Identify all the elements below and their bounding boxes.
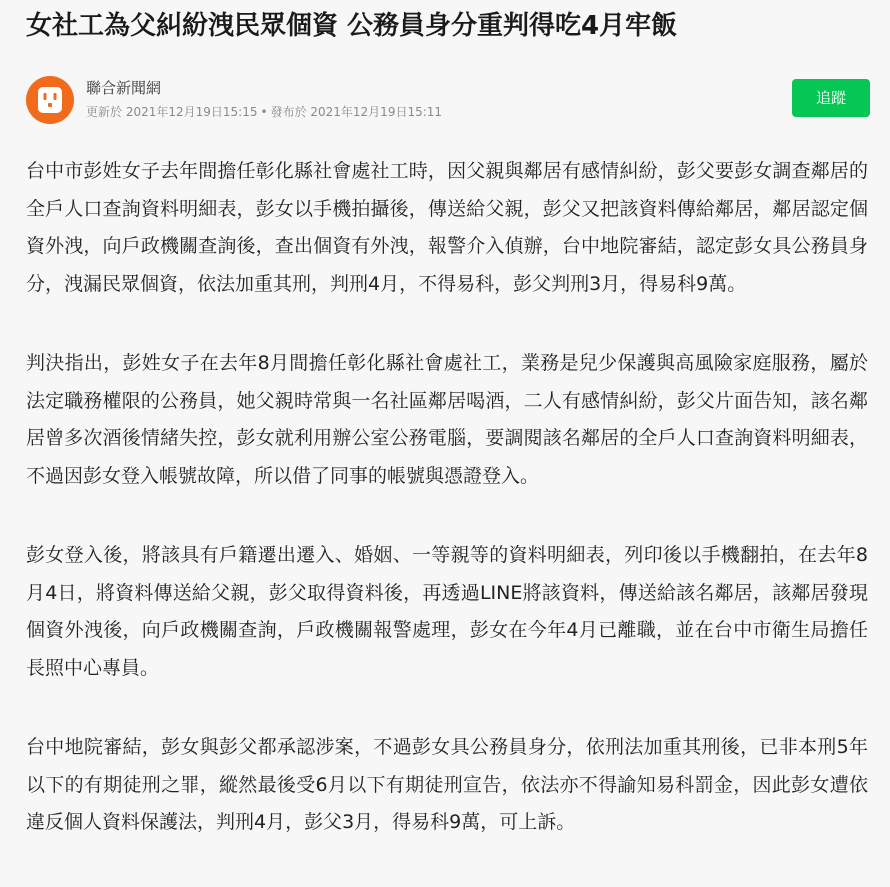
publisher-avatar[interactable]	[26, 76, 74, 124]
article-paragraph: 台中市彭姓女子去年間擔任彰化縣社會處社工時，因父親與鄰居有感情糾紛，彭父要彭女調查鄰居的全戶人口查詢資料明細表，彭女以手機拍攝後，傳送給父親，彭父又把該資料傳給鄰居，鄰居認定個資外洩，向戶政機關查詢後，查出個資有外洩，報警介入偵辦，台中地院審結，認定彭女具公務員身分，洩漏民眾個資，依法加重其刑，判刑4月，不得易科，彭父判刑3月，得易科9萬。	[26, 160, 868, 295]
publisher-name[interactable]: 聯合新聞網	[86, 79, 162, 97]
article-paragraph: 台中地院審結，彭女與彭父都承認涉案，不過彭女具公務員身分，依刑法加重其刑後，已非本刑5年以下的有期徒刑之罪，縱然最後受6月以下有期徒刑宣告，依法亦不得諭知易科罰金，因此彭女遭依違反個人資料保護法，判刑4月，彭父3月，得易科9萬，可上訴。	[26, 736, 868, 833]
article-paragraph: 判決指出，彭姓女子在去年8月間擔任彰化縣社會處社工，業務是兒少保護與高風險家庭服務，屬於法定職務權限的公務員，她父親時常與一名社區鄰居喝酒，二人有感情糾紛，彭父片面告知，該名鄰居曾多次酒後情緒失控，彭女就利用辦公室公務電腦，要調閱該名鄰居的全戶人口查詢資料明細表，不過因彭女登入帳號故障，所以借了同事的帳號與憑證登入。	[26, 352, 868, 487]
publisher-row	[26, 76, 870, 126]
publish-timestamps	[86, 104, 442, 120]
article-body	[26, 153, 868, 884]
outlet-plug-icon	[26, 76, 74, 124]
published-time: 發布於 2021年12月19日15:11	[270, 105, 443, 119]
article-title: 女社工為父糾紛洩民眾個資 公務員身分重判得吃4月牢飯	[26, 11, 678, 41]
article-paragraph: 彭女登入後，將該具有戶籍遷出遷入、婚姻、一等親等的資料明細表，列印後以手機翻拍，在去年8月4日，將資料傳送給父親，彭父取得資料後，再透過LINE將該資料，傳送給該名鄰居，該鄰居發現個資外洩後，向戶政機關查詢，戶政機關報警處理，彭女在今年4月已離職，並在台中市衛生局擔任長照中心專員。	[26, 544, 868, 679]
follow-button[interactable]: 追蹤	[792, 79, 870, 117]
updated-time: 更新於 2021年12月19日15:15	[86, 105, 258, 119]
meta-separator: •	[260, 105, 268, 119]
